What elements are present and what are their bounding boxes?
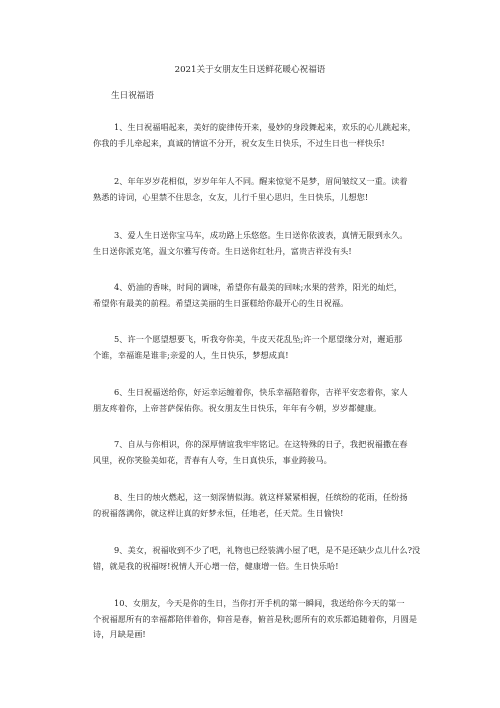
paragraph-5 xyxy=(93,332,423,363)
paragraph-line: 的祝福落满你，就这样让真的好梦永恒，任地老，任天荒。生日愉快! xyxy=(93,507,344,518)
paragraph-2 xyxy=(93,174,423,205)
paragraph-line: 1、生日祝福唱起来，美好的旋律传开来，曼妙的身段舞起来，欢乐的心儿跳起来， xyxy=(114,122,416,132)
paragraph-7 xyxy=(93,437,423,468)
paragraph-line: 风里，祝你笑脸美如花，青春有人夸，生日真快乐，事业跨骏马。 xyxy=(93,454,332,465)
paragraph-1 xyxy=(93,120,423,151)
paragraph-line: 4、奶油的香味，时间的调味，希望你有最美的回味;水果的营养，阳光的灿烂， xyxy=(114,282,403,292)
paragraph-10 xyxy=(93,596,423,643)
paragraph-line: 你我的手儿牵起来，真诚的情谊不分开，祝女友生日快乐，不过生日也一样快乐! xyxy=(93,137,385,148)
paragraph-line: 错，就是我的祝福呀!祝情人开心增一倍，健康增一倍。生日快乐哈! xyxy=(93,560,339,571)
paragraph-6 xyxy=(93,385,423,416)
paragraph-line: 朋友疼着你，上帝菩萨保佑你。祝女朋友生日快乐，年年有今朝，岁岁都健康。 xyxy=(93,402,382,413)
paragraph-line: 2、年年岁岁花相似，岁岁年年人不同。醒来惊觉不是梦，眉间皱纹又一重。读着 xyxy=(114,176,408,186)
paragraph-4 xyxy=(93,280,423,311)
paragraph-line: 希望你有最美的前程。希望这美丽的生日蛋糕给你最开心的生日祝福。 xyxy=(93,297,349,308)
paragraph-line: 8、生日的烛火燃起，这一刻深情似海。就这样紧紧相握，任缤纷的花雨，任纷扬 xyxy=(114,492,408,502)
paragraph-line: 3、爱人生日送你宝马车，成功路上乐悠悠。生日送你依波表，真情无限到永久。 xyxy=(114,230,408,240)
paragraph-3 xyxy=(93,228,423,259)
section-heading: 生日祝福语 xyxy=(111,91,154,101)
paragraph-line: 熟悉的诗词，心里禁不住思念，女友，儿行千里心思归，生日快乐，儿想您! xyxy=(93,191,369,202)
paragraph-line: 10、女朋友，今天是你的生日，当你打开手机的第一瞬间，我送给你今天的第一 xyxy=(114,598,405,608)
paragraph-line: 5、许一个愿望想要飞，听我夸你美，牛皮天花乱坠;许一个愿望缘分对，邂逅那 xyxy=(114,334,403,344)
paragraph-line: 个祝福愿所有的幸福都陪伴着你，仰首是春，俯首是秋;愿所有的欢乐都追随着你，月圆是 xyxy=(93,613,418,624)
paragraph-line: 7、自从与你相识，你的深厚情谊我牢牢铭记。在这特殊的日子，我把祝福撒在春 xyxy=(114,439,408,449)
paragraph-line: 个谁，幸福谁是谁非;亲爱的人，生日快乐，梦想成真! xyxy=(93,349,289,360)
paragraph-9 xyxy=(93,543,423,574)
paragraph-8 xyxy=(93,490,423,521)
paragraph-line: 生日送你派克笔，温文尔雅写传奇。生日送你红牡丹，富贵吉祥没有头! xyxy=(93,245,352,256)
paragraph-line: 6、生日祝福送给你，好运幸运缠着你，快乐幸福陪着你，吉祥平安恋着你，家人 xyxy=(114,387,408,397)
paragraph-line: 9、美女，祝福收到不少了吧，礼物也已经装满小屋了吧，是不是还缺少点儿什么?没 xyxy=(114,545,421,555)
document-title: 2021关于女朋友生日送鲜花暖心祝福语 xyxy=(174,65,326,75)
paragraph-line: 诗，月缺是画! xyxy=(93,629,146,640)
